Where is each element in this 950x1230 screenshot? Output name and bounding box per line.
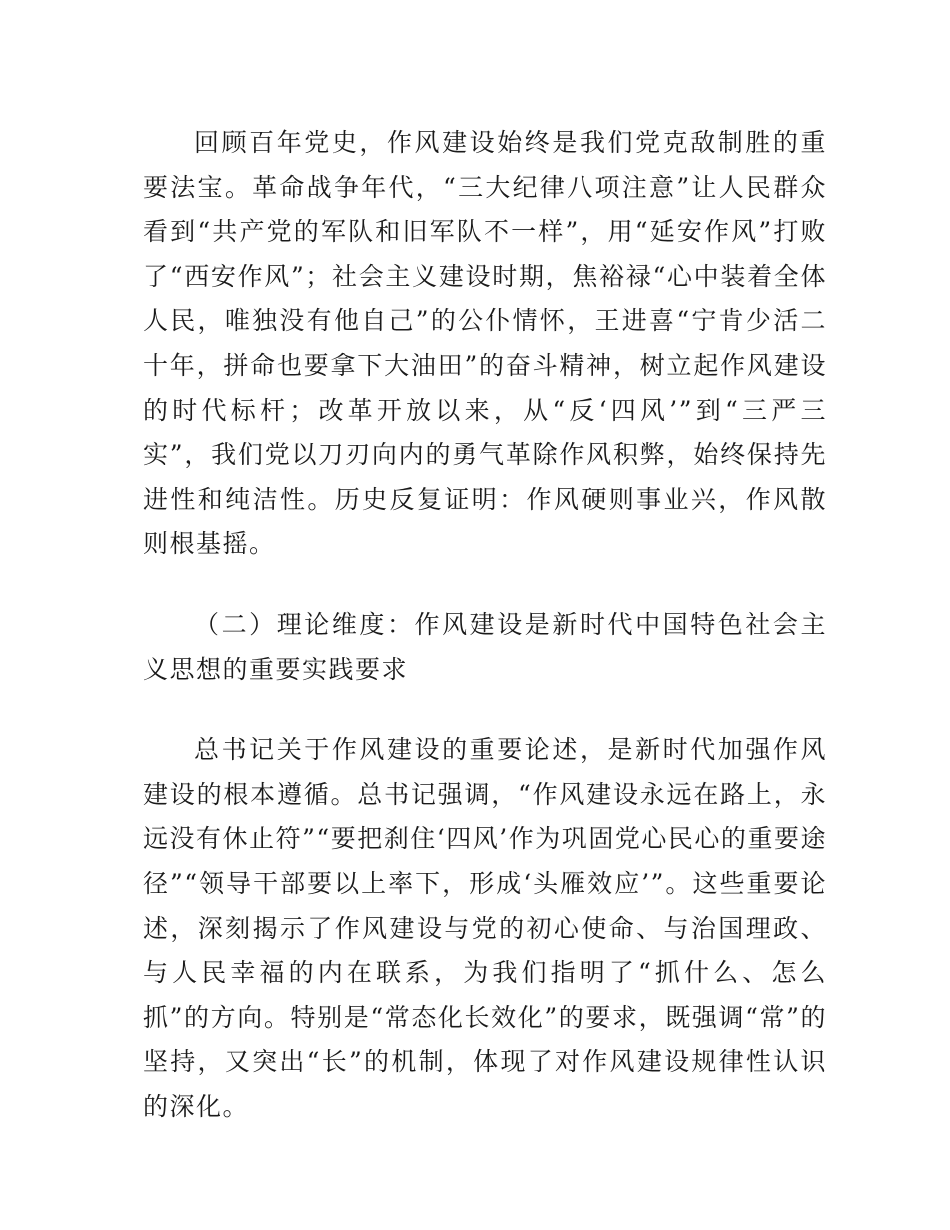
paragraph-history: 回顾百年党史，作风建设始终是我们党克敌制胜的重要法宝。革命战争年代，“三大纪律八项注意”让人民群众看到“共产党的军队和旧军队不一样”，用“延安作风”打败了“西安作风”；社会主义建设时期，焦裕禄“心中装着全体人民，唯独没有他自己”的公仆情怀，王进喜“宁肯少活二十年，拼命也要拿下大油田”的奋斗精神，树立起作风建设的时代标杆；改革开放以来，从“反‘四风’”到“三严三实”，我们党以刀刃向内的勇气革除作风积弊，始终保持先进性和纯洁性。历史反复证明：作风硬则事业兴，作风散则根基摇。: [143, 128, 827, 559]
section-heading-theory: （二）理论维度：作风建设是新时代中国特色社会主义思想的重要实践要求: [143, 609, 827, 684]
paragraph-theory: 总书记关于作风建设的重要论述，是新时代加强作风建设的根本遵循。总书记强调，“作风建设永远在路上，永远没有休止符”“要把刹住‘四风’作为巩固党心民心的重要途径”“领导干部要以上率下，形成‘头雁效应’”。这些重要论述，深刻揭示了作风建设与党的初心使命、与治国理政、与人民幸福的内在联系，为我们指明了“抓什么、怎么抓”的方向。特别是“常态化长效化”的要求，既强调“常”的坚持，又突出“长”的机制，体现了对作风建设规律性认识的深化。: [143, 735, 827, 1121]
document-page: [143, 121, 827, 1129]
